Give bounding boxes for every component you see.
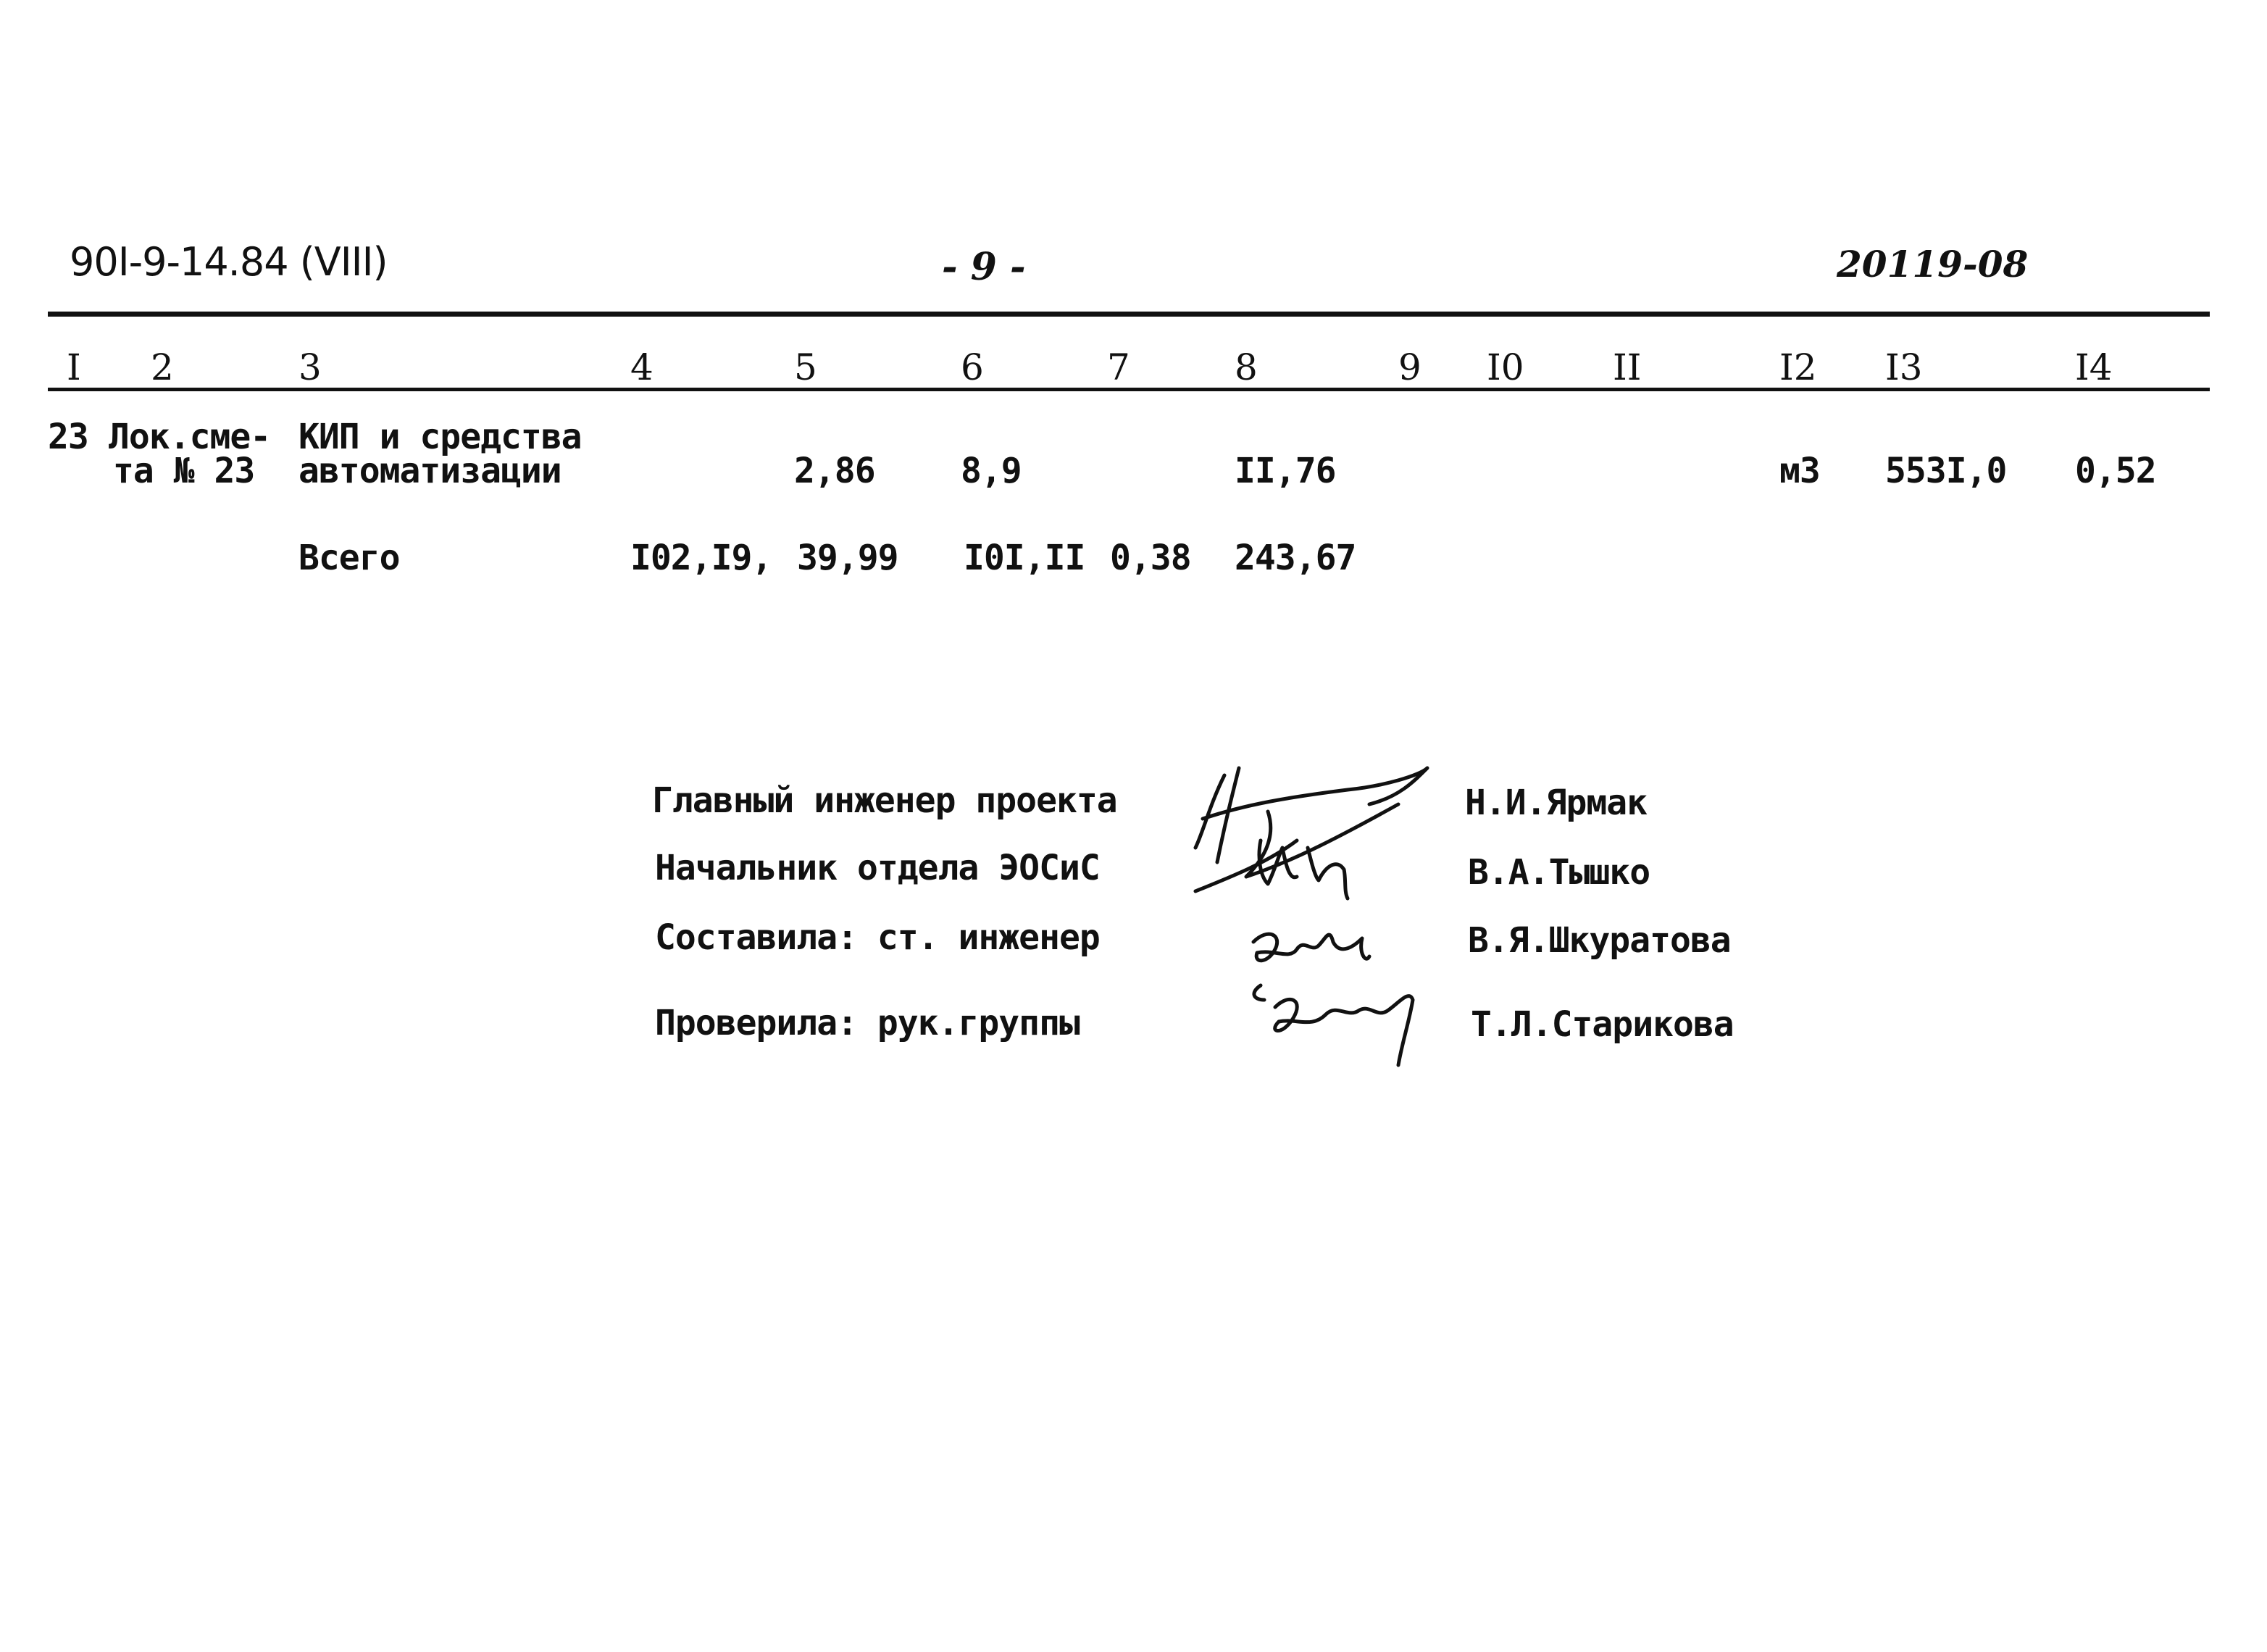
total-label: Всего <box>298 538 400 578</box>
total-col8: 243,67 <box>1235 538 1356 578</box>
signature-role-chief-engineer: Главный инженер проекта <box>652 780 1117 821</box>
signature-role-department-head: Начальник отдела ЭОСиС <box>655 848 1100 888</box>
column-number-5: 5 <box>794 346 817 388</box>
column-number-7: 7 <box>1107 346 1130 388</box>
column-number-11: II <box>1613 346 1642 388</box>
row-value-col8: II,76 <box>1235 451 1336 491</box>
handwritten-signature-department-head <box>1188 826 1377 906</box>
estimate-name-line2: та № 23 <box>113 451 255 491</box>
column-number-12: I2 <box>1779 346 1817 388</box>
row-number: 23 <box>48 417 88 457</box>
column-number-4: 4 <box>630 346 654 388</box>
column-number-2: 2 <box>151 346 174 388</box>
row-value-col14: 0,52 <box>2075 451 2156 491</box>
column-number-8: 8 <box>1235 346 1258 388</box>
column-number-10: I0 <box>1487 346 1524 388</box>
row-value-col5: 2,86 <box>794 451 875 491</box>
signature-name-checker: Т.Л.Старикова <box>1471 1004 1734 1045</box>
column-number-13: I3 <box>1885 346 1923 388</box>
work-description-line2: автоматизации <box>298 451 561 491</box>
total-col4: I02,I9, <box>630 538 772 578</box>
column-number-3: 3 <box>298 346 322 388</box>
column-number-14: I4 <box>2075 346 2113 388</box>
document-code: 90I-9-14.84 (VIII) <box>70 239 388 285</box>
estimate-name-line1: Лок.сме- <box>109 417 271 457</box>
signature-name-department-head: В.А.Тышко <box>1468 852 1650 893</box>
handwritten-signature-compiler <box>1239 920 1384 985</box>
handwritten-signature-checker <box>1239 978 1435 1072</box>
signature-role-checker: Проверила: рук.группы <box>655 1003 1080 1043</box>
row-value-col13: 553I,0 <box>1885 451 2007 491</box>
signature-name-chief-engineer: Н.И.Ярмак <box>1465 783 1648 823</box>
page-number: - 9 - <box>942 245 1026 289</box>
signature-role-compiler: Составила: ст. инженер <box>655 917 1100 958</box>
column-number-9: 9 <box>1398 346 1421 388</box>
column-header-rule <box>48 388 2210 391</box>
total-col5: 39,99 <box>797 538 898 578</box>
row-value-col6: 8,9 <box>961 451 1022 491</box>
work-description-line1: КИП и средства <box>298 417 582 457</box>
sheet-code: 20119-08 <box>1837 243 2029 285</box>
total-col6: I0I,II <box>964 538 1085 578</box>
column-number-6: 6 <box>961 346 984 388</box>
total-col7: 0,38 <box>1110 538 1191 578</box>
column-number-1: I <box>67 346 81 388</box>
row-unit-col12: м3 <box>1779 451 1820 491</box>
signature-name-compiler: В.Я.Шкуратова <box>1468 920 1731 961</box>
header-rule <box>48 312 2210 317</box>
